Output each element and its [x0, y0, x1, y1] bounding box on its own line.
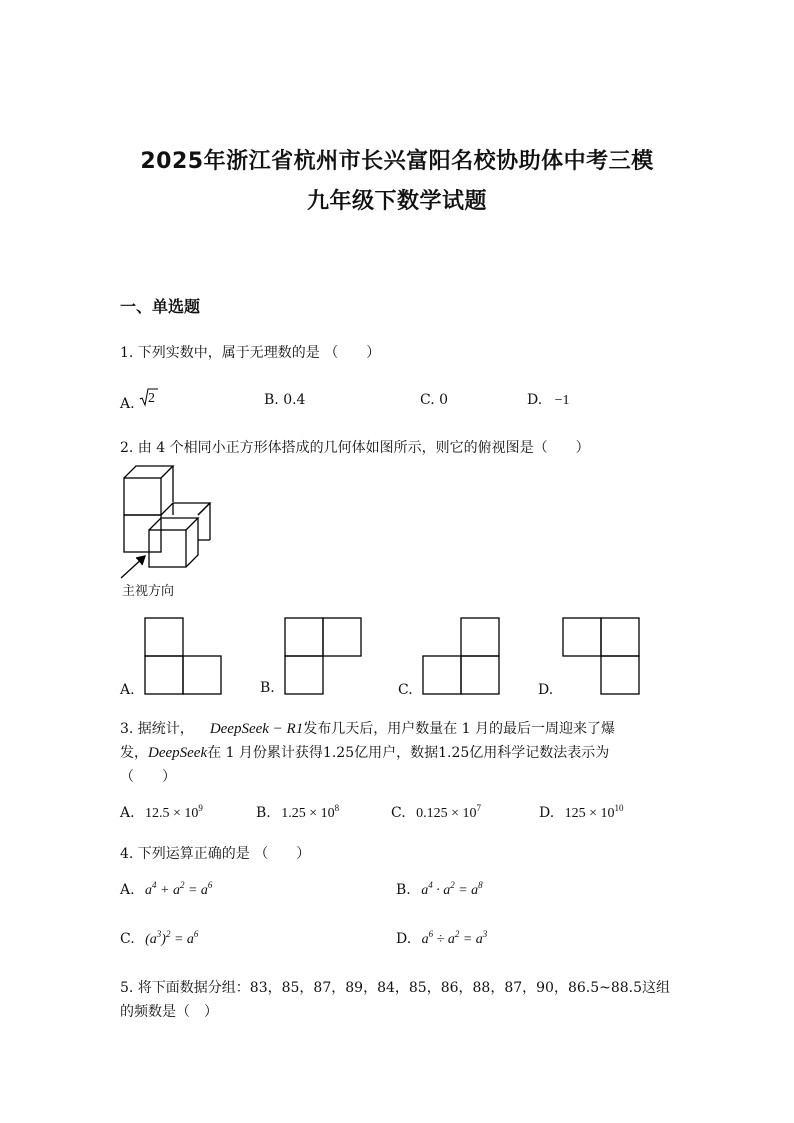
option-c-label: C.	[120, 931, 135, 947]
option-c-label: C.	[391, 805, 406, 821]
option-a-mantissa: 12.5 × 10	[145, 806, 199, 821]
deepseek-r1-term: DeepSeek − R1	[209, 721, 304, 737]
option-b-exponent: 8	[334, 803, 340, 813]
question-1-option-c: C. 0	[420, 392, 449, 408]
question-3-option-a	[120, 805, 203, 822]
question-3-option-b	[256, 805, 339, 822]
question-4-option-b	[396, 882, 483, 899]
option-d-label: D.	[539, 805, 555, 821]
option-b-mantissa: 1.25 × 10	[281, 806, 335, 821]
view-direction-arrow-icon	[118, 553, 158, 583]
question-1-stem: 1. 下列实数中，属于无理数的是 （ ）	[120, 345, 381, 361]
question-3-text-c: 发，	[120, 745, 148, 761]
option-c-mantissa: 0.125 × 10	[416, 806, 477, 821]
question-3-option-d	[539, 805, 624, 822]
option-d-label: D.	[396, 931, 412, 947]
question-3-text-a: 3. 据统计，	[120, 721, 194, 737]
question-3-line-1	[120, 718, 615, 738]
option-a-label: A.	[120, 882, 135, 898]
question-2-option-c-figure	[422, 617, 502, 697]
option-d-value: −1	[554, 393, 570, 408]
option-a-label: A.	[120, 396, 135, 412]
cube-solid-figure	[118, 462, 218, 562]
option-a-formula: $a^4 + a^2 = a^6$	[145, 880, 213, 898]
question-2-option-b-figure	[284, 617, 364, 697]
question-4-option-c	[120, 931, 198, 948]
question-2-option-d-label: D.	[538, 682, 554, 698]
option-a-exponent: 9	[198, 803, 203, 813]
question-5-line-2: 的频数是（ ）	[120, 1004, 218, 1020]
option-b-label: B.	[396, 882, 411, 898]
question-3-line-2	[120, 742, 609, 762]
question-3-option-c	[391, 805, 481, 822]
question-4-stem: 4. 下列运算正确的是 （ ）	[120, 846, 311, 862]
question-2-option-c-label: C.	[398, 682, 413, 698]
option-a-label: A.	[120, 805, 135, 821]
option-d-formula: $a^6 \div a^2 = a^3$	[421, 929, 488, 947]
document-subtitle: 九年级下数学试题	[306, 189, 487, 214]
question-3-text-b: 发布几天后，用户数量在 1 月的最后一周迎来了爆	[303, 721, 616, 737]
question-1-option-d	[527, 392, 570, 409]
sqrt-radicand: 2	[148, 391, 156, 406]
option-b-formula: $a^4 \cdot a^2 = a^8$	[421, 880, 483, 898]
option-c-exponent: 7	[476, 803, 482, 813]
option-d-label: D.	[527, 392, 543, 408]
option-c-formula: $(a^3)^2 = a^6$	[145, 929, 199, 947]
view-direction-caption: 主视方向	[122, 584, 175, 599]
section-heading: 一、单选题	[120, 297, 201, 316]
option-d-exponent: 10	[614, 803, 624, 813]
question-2-stem: 2. 由 4 个相同小正方形体搭成的几何体如图所示，则它的俯视图是（ ）	[120, 440, 590, 456]
question-1-option-b: B. 0.4	[264, 392, 306, 408]
question-3-text-d: 在 1 月份累计获得1.25亿用户，数据1.25亿用科学记数法表示为	[207, 745, 610, 761]
sqrt-symbol	[139, 392, 159, 408]
question-2-option-a-figure	[144, 617, 224, 697]
question-2-option-b-label: B.	[260, 680, 275, 696]
question-2-option-a-label: A.	[120, 682, 135, 698]
question-5-line-1: 5. 将下面数据分组：83，85，87，89，84，85，86，88，87，90，86.5~88.5这组	[120, 980, 671, 996]
question-3-line-3: （ ）	[120, 769, 176, 785]
question-1-option-a	[120, 392, 159, 412]
option-b-label: B.	[256, 805, 271, 821]
question-4-option-d	[396, 931, 487, 948]
question-2-option-d-figure	[562, 617, 642, 697]
deepseek-term: DeepSeek	[148, 745, 208, 761]
option-d-mantissa: 125 × 10	[564, 806, 615, 821]
document-title: 2025年浙江省杭州市长兴富阳名校协助体中考三模	[140, 149, 654, 174]
question-4-option-a	[120, 882, 212, 899]
